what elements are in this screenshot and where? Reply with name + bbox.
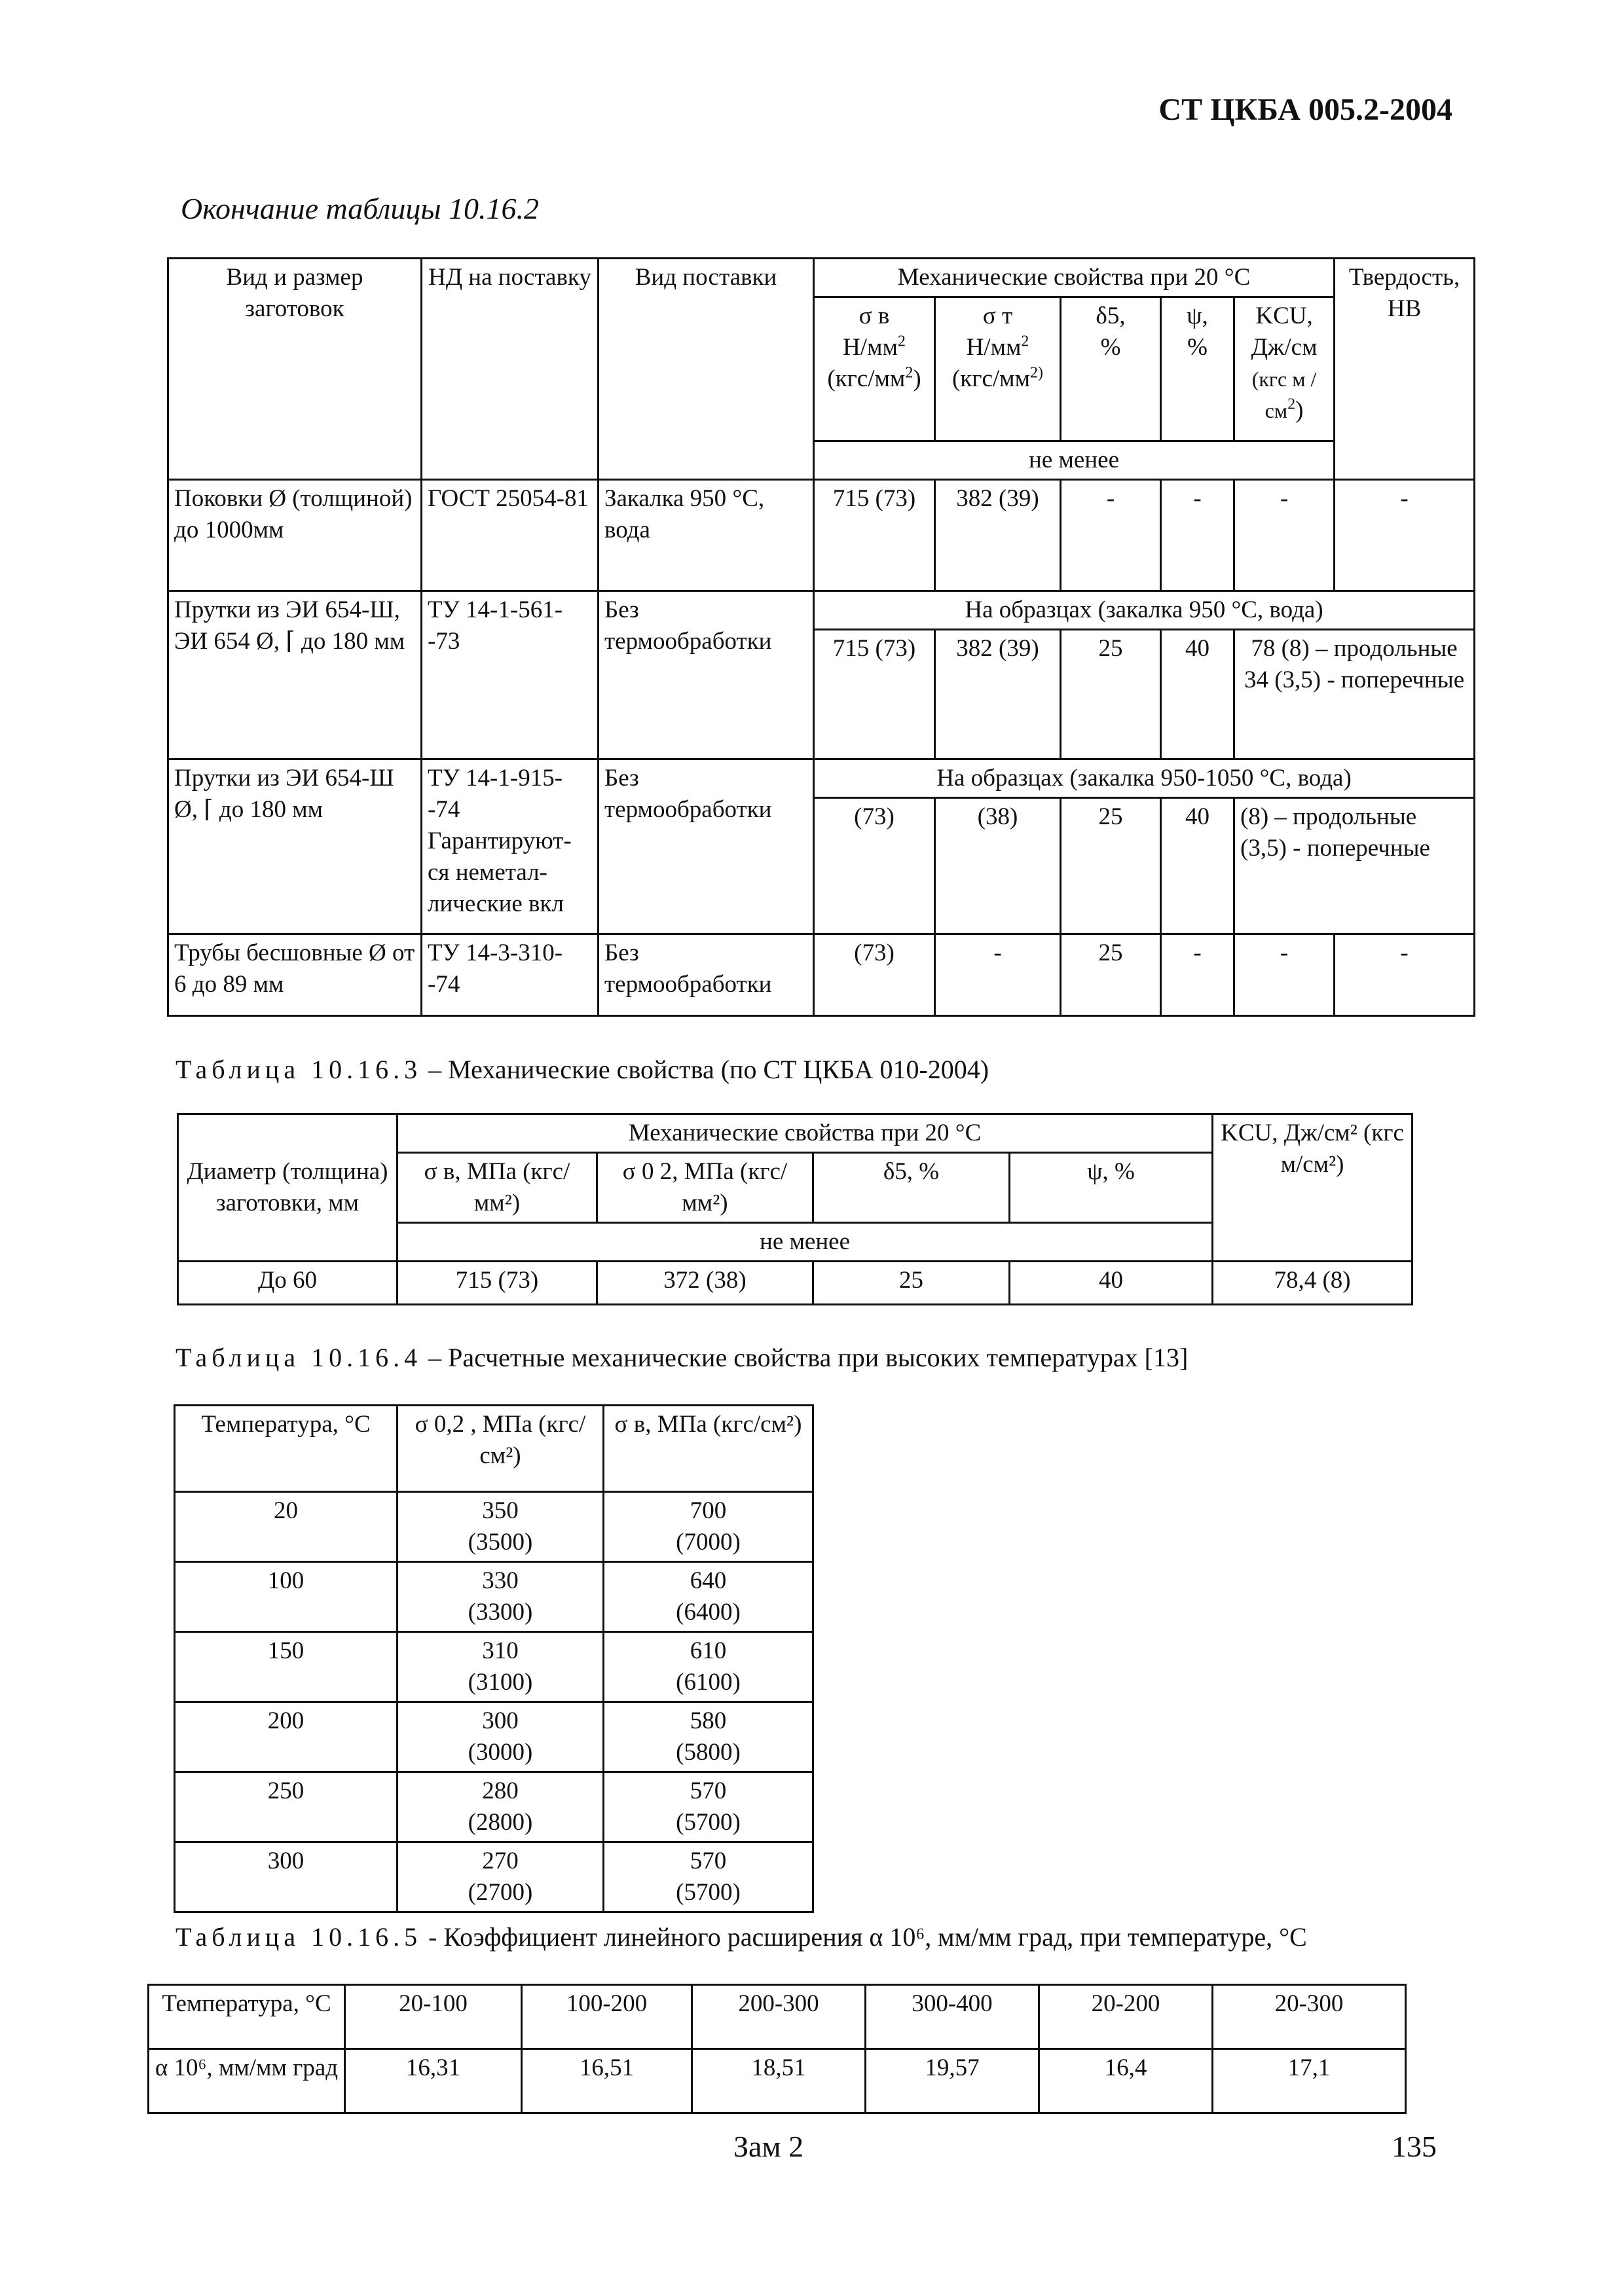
cell-hardness: - bbox=[1335, 480, 1475, 591]
cell-nd: ТУ 14-1-915- -74 Гарантируют-ся неметал-лические вкл bbox=[422, 759, 599, 934]
cell-temperature: 200 bbox=[175, 1702, 397, 1772]
header-psi: ψ, % bbox=[1010, 1153, 1213, 1223]
table-row bbox=[178, 1262, 1412, 1305]
table-10-16-5 bbox=[147, 1984, 1407, 2114]
cell-hardness: - bbox=[1335, 934, 1475, 1016]
cell-temperature: 300 bbox=[175, 1842, 397, 1912]
header-sigma-t: σ т $Н/мм^2$ ($кгс/мм^{2)}$ bbox=[935, 297, 1061, 441]
cell-delta: 25 bbox=[813, 1262, 1010, 1305]
cell-temperature: 250 bbox=[175, 1772, 397, 1842]
cell-sigma-b: 715 (73) bbox=[814, 630, 935, 759]
header-temperature: Температура, °С bbox=[149, 1985, 345, 2049]
header-delta: δ5, % bbox=[1061, 297, 1161, 441]
cell-supply: Без термообработки bbox=[599, 591, 814, 759]
cell-delta: 25 bbox=[1061, 798, 1161, 934]
cell-psi: - bbox=[1161, 480, 1234, 591]
table-row bbox=[168, 759, 1475, 798]
cell-diameter: До 60 bbox=[178, 1262, 397, 1305]
table-row bbox=[175, 1772, 813, 1842]
table-row bbox=[175, 1842, 813, 1912]
cell-sigma-b: 640 (6400) bbox=[604, 1562, 813, 1632]
row-label-alpha: α 10⁶, мм/мм град bbox=[149, 2049, 345, 2113]
cell-value: 16,51 bbox=[522, 2049, 692, 2113]
cell-delta: - bbox=[1061, 480, 1161, 591]
table-10-16-3 bbox=[177, 1113, 1413, 1305]
cell-sigma-b: (73) bbox=[814, 934, 935, 1016]
header-psi: ψ, % bbox=[1161, 297, 1234, 441]
cell-sigma-b: 715 (73) bbox=[814, 480, 935, 591]
header-diameter: Диаметр (толщина) заготовки, мм bbox=[178, 1114, 397, 1262]
cell-kind: Трубы бесшовные Ø от 6 до 89 мм bbox=[168, 934, 422, 1016]
cell-sigma-t: (38) bbox=[935, 798, 1061, 934]
header-hardness: Твердость, НВ bbox=[1335, 259, 1475, 480]
cell-sigma-02: 350 (3500) bbox=[397, 1492, 604, 1562]
cell-sample-note: На образцах (закалка 950-1050 °С, вода) bbox=[814, 759, 1475, 798]
table-10-16-3-caption: Таблица 10.16.3 – Механические свойства (по СТ ЦКБА 010-2004) bbox=[175, 1055, 989, 1084]
cell-sigma-b: 715 (73) bbox=[397, 1262, 597, 1305]
header-sigma-b: σ в, МПа (кгс/см²) bbox=[604, 1406, 813, 1492]
cell-value: 16,31 bbox=[345, 2049, 522, 2113]
table-row bbox=[168, 591, 1475, 630]
header-mech-props: Механические свойства при 20 °С bbox=[397, 1114, 1213, 1153]
cell-kcu: 78 (8) – продольные 34 (3,5) - поперечные bbox=[1234, 630, 1475, 759]
cell-kind: Поковки Ø (толщиной) до 1000мм bbox=[168, 480, 422, 591]
table-row bbox=[168, 934, 1475, 1016]
table-row bbox=[175, 1702, 813, 1772]
table-10-16-4 bbox=[174, 1404, 814, 1913]
cell-sigma-02: 372 (38) bbox=[597, 1262, 813, 1305]
cell-nd: ГОСТ 25054-81 bbox=[422, 480, 599, 591]
cell-kcu: - bbox=[1234, 934, 1335, 1016]
cell-kcu: (8) – продольные (3,5) - поперечные bbox=[1234, 798, 1475, 934]
header-sigma-02: σ 0,2 , МПа (кгс/см²) bbox=[397, 1406, 604, 1492]
cell-value: 18,51 bbox=[692, 2049, 866, 2113]
cell-temperature: 150 bbox=[175, 1632, 397, 1702]
cell-sigma-b: 570 (5700) bbox=[604, 1842, 813, 1912]
header-temperature: Температура, °С bbox=[175, 1406, 397, 1492]
cell-kcu: - bbox=[1234, 480, 1335, 591]
cell-kind: Прутки из ЭИ 654-Ш Ø, ⌈ до 180 мм bbox=[168, 759, 422, 934]
table-10-16-2 bbox=[167, 257, 1475, 1017]
cell-delta: 25 bbox=[1061, 934, 1161, 1016]
header-kcu: KCU, Дж/см (кгс м $/см^2$) bbox=[1234, 297, 1335, 441]
cell-sigma-02: 330 (3300) bbox=[397, 1562, 604, 1632]
cell-sigma-t: 382 (39) bbox=[935, 480, 1061, 591]
table-row bbox=[149, 2049, 1406, 2113]
cell-value: 17,1 bbox=[1213, 2049, 1406, 2113]
document-code: СТ ЦКБА 005.2-2004 bbox=[1158, 92, 1452, 127]
cell-sample-note: На образцах (закалка 950 °С, вода) bbox=[814, 591, 1475, 630]
cell-psi: 40 bbox=[1161, 630, 1234, 759]
header-range: 300-400 bbox=[866, 1985, 1039, 2049]
cell-value: 16,4 bbox=[1039, 2049, 1213, 2113]
cell-kind: Прутки из ЭИ 654-Ш, ЭИ 654 Ø, ⌈ до 180 мм bbox=[168, 591, 422, 759]
cell-psi: 40 bbox=[1161, 798, 1234, 934]
cell-sigma-b: 700 (7000) bbox=[604, 1492, 813, 1562]
table-10-16-5-caption: Таблица 10.16.5 - Коэффициент линейного расширения α 10⁶, мм/мм град, при температуре, °С bbox=[175, 1922, 1307, 1952]
cell-value: 19,57 bbox=[866, 2049, 1039, 2113]
table-10-16-4-caption: Таблица 10.16.4 – Расчетные механические свойства при высоких температурах [13] bbox=[175, 1343, 1189, 1372]
header-min: не менее bbox=[814, 441, 1335, 480]
table-row bbox=[175, 1492, 813, 1562]
cell-supply: Без термообработки bbox=[599, 934, 814, 1016]
table-row bbox=[168, 480, 1475, 591]
cell-sigma-t: - bbox=[935, 934, 1061, 1016]
header-kind: Вид и размер заготовок bbox=[168, 259, 422, 480]
change-note: Зам 2 bbox=[733, 2130, 804, 2163]
cell-sigma-02: 310 (3100) bbox=[397, 1632, 604, 1702]
header-delta: δ5, % bbox=[813, 1153, 1010, 1223]
cell-psi: 40 bbox=[1010, 1262, 1213, 1305]
header-mech-props: Механические свойства при 20 °С bbox=[814, 259, 1335, 297]
header-range: 20-300 bbox=[1213, 1985, 1406, 2049]
cell-kcu: 78,4 (8) bbox=[1213, 1262, 1412, 1305]
cell-sigma-b: (73) bbox=[814, 798, 935, 934]
cell-sigma-b: 580 (5800) bbox=[604, 1702, 813, 1772]
cell-psi: - bbox=[1161, 934, 1234, 1016]
cell-temperature: 100 bbox=[175, 1562, 397, 1632]
page-number: 135 bbox=[1392, 2130, 1437, 2163]
header-sigma-b: σ в, МПа (кгс/мм²) bbox=[397, 1153, 597, 1223]
cell-supply: Без термообработки bbox=[599, 759, 814, 934]
table-continuation-title: Окончание таблицы 10.16.2 bbox=[181, 192, 539, 225]
header-nd: НД на поставку bbox=[422, 259, 599, 480]
table-row bbox=[175, 1632, 813, 1702]
header-supply: Вид поставки bbox=[599, 259, 814, 480]
header-range: 20-100 bbox=[345, 1985, 522, 2049]
header-range: 100-200 bbox=[522, 1985, 692, 2049]
header-kcu: KCU, Дж/см² (кгс м/см²) bbox=[1213, 1114, 1412, 1262]
header-range: 20-200 bbox=[1039, 1985, 1213, 2049]
table-row bbox=[175, 1562, 813, 1632]
cell-sigma-b: 570 (5700) bbox=[604, 1772, 813, 1842]
cell-sigma-02: 300 (3000) bbox=[397, 1702, 604, 1772]
cell-supply: Закалка 950 °С, вода bbox=[599, 480, 814, 591]
header-sigma-b: σ в $Н/мм^2$ $(кгс/мм^2)$ bbox=[814, 297, 935, 441]
cell-sigma-02: 270 (2700) bbox=[397, 1842, 604, 1912]
cell-nd: ТУ 14-3-310- -74 bbox=[422, 934, 599, 1016]
cell-sigma-t: 382 (39) bbox=[935, 630, 1061, 759]
header-sigma-02: σ 0 2, МПа (кгс/мм²) bbox=[597, 1153, 813, 1223]
cell-delta: 25 bbox=[1061, 630, 1161, 759]
cell-temperature: 20 bbox=[175, 1492, 397, 1562]
cell-sigma-02: 280 (2800) bbox=[397, 1772, 604, 1842]
cell-nd: ТУ 14-1-561- -73 bbox=[422, 591, 599, 759]
cell-sigma-b: 610 (6100) bbox=[604, 1632, 813, 1702]
header-range: 200-300 bbox=[692, 1985, 866, 2049]
header-min: не менее bbox=[397, 1223, 1213, 1262]
